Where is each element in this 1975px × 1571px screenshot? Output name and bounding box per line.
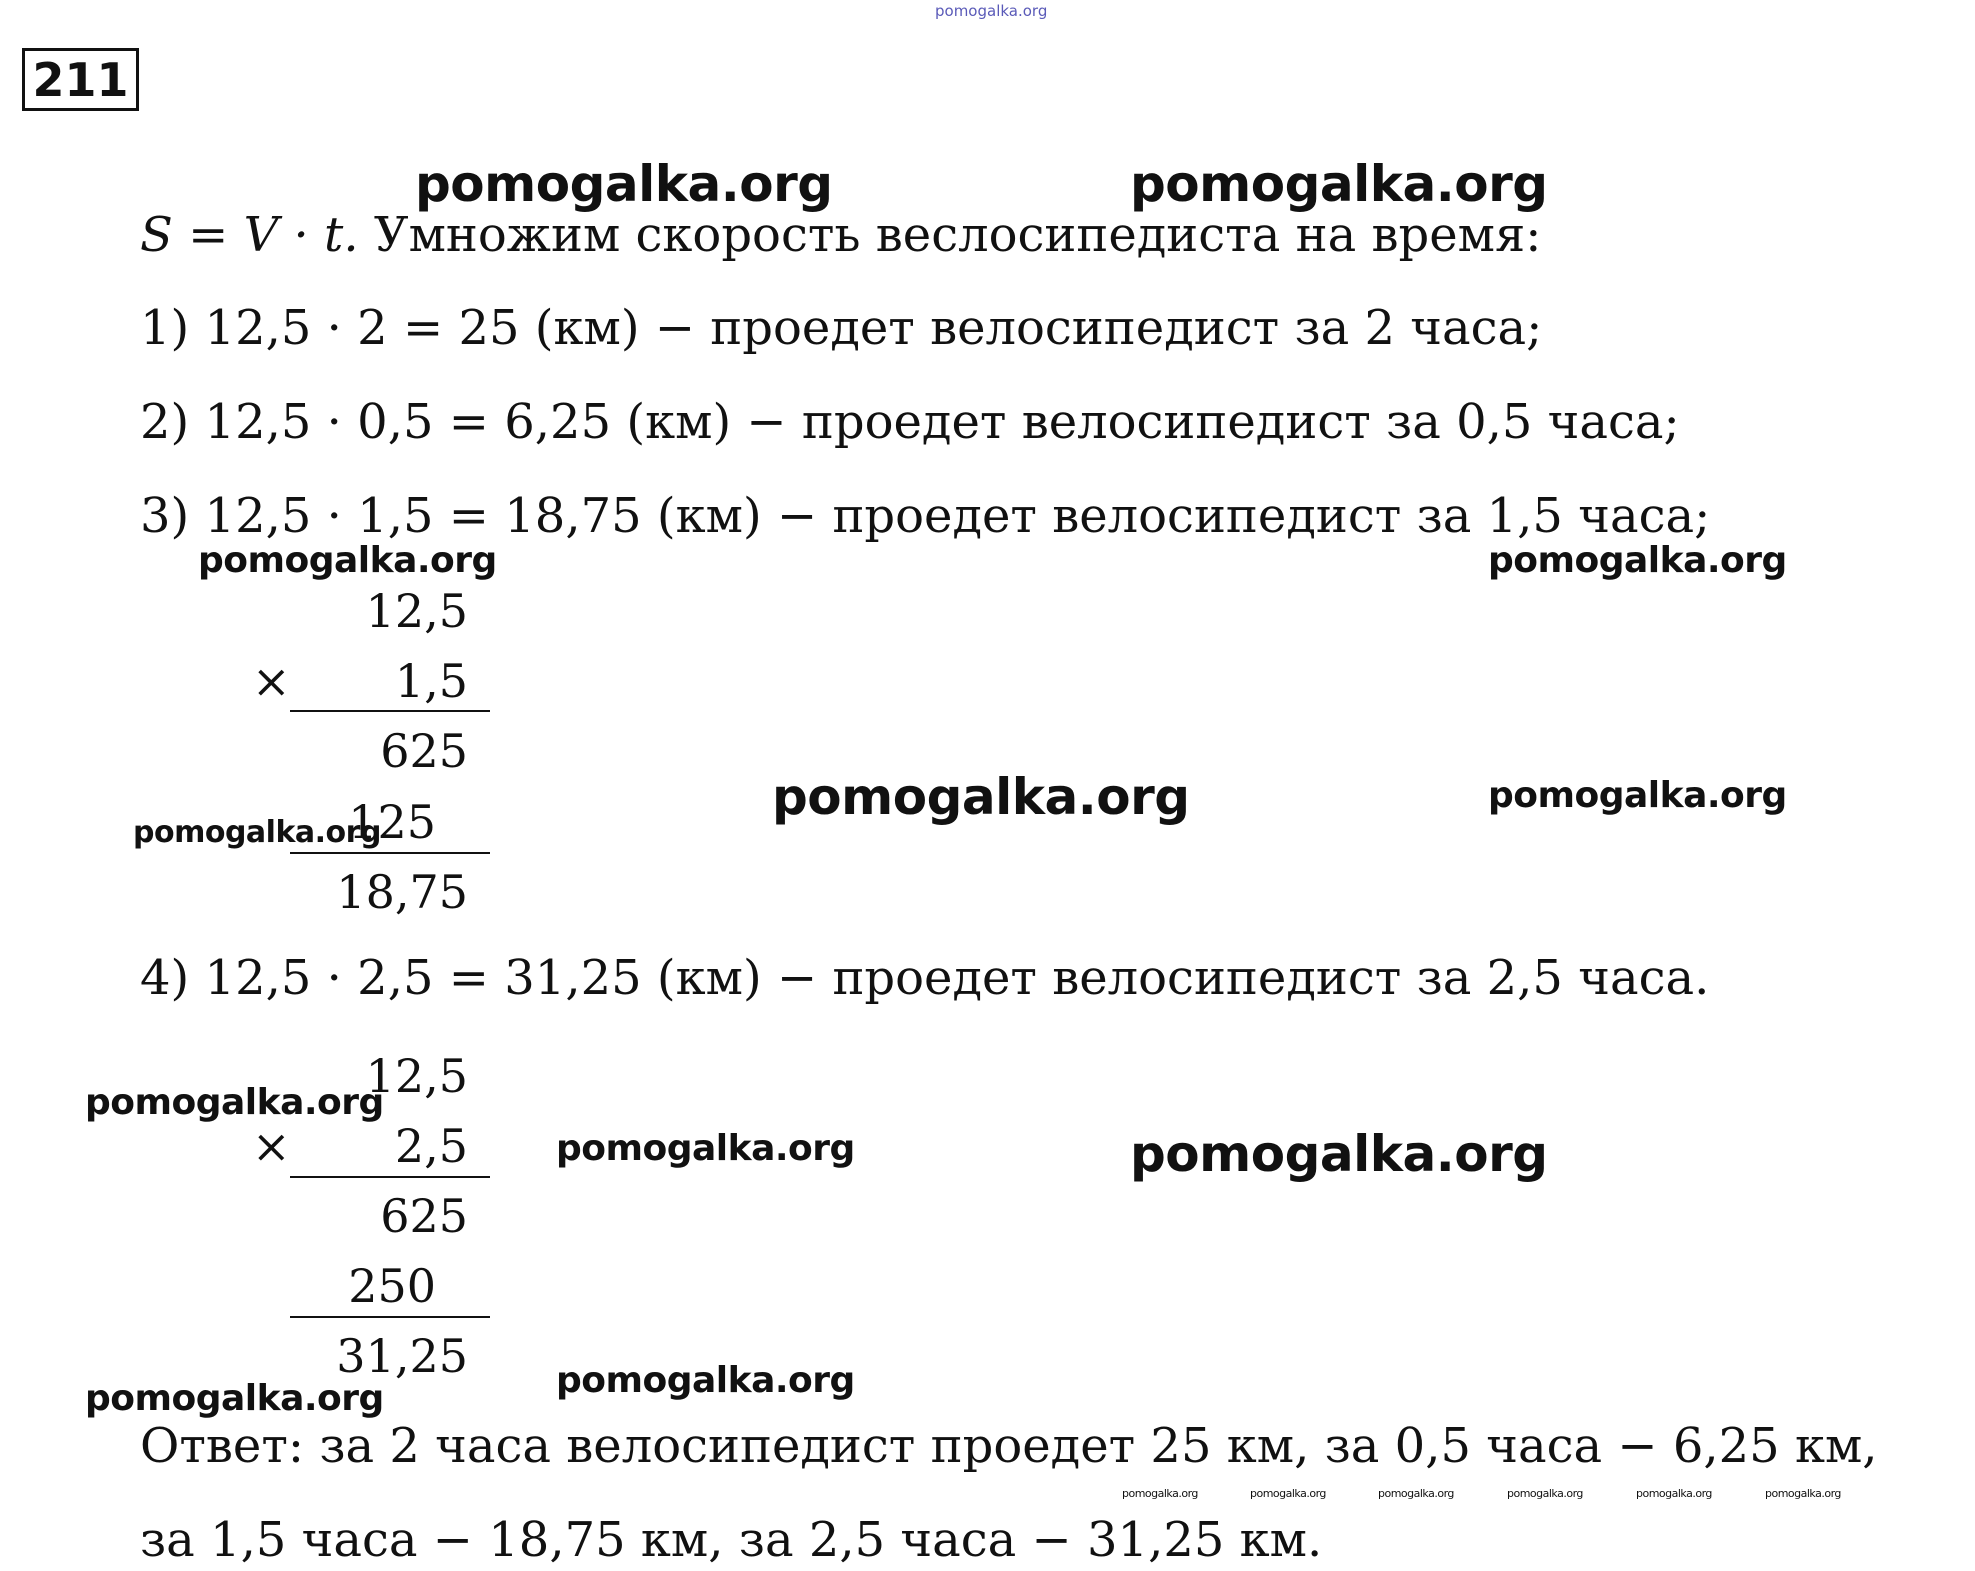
watermark: pomogalka.org — [1130, 155, 1548, 213]
watermark: pomogalka.org — [1130, 1125, 1548, 1183]
watermark: pomogalka.org — [556, 1360, 855, 1401]
calc1-partial-2: 125 — [348, 795, 436, 849]
step-4: 4) 12,5 · 2,5 = 31,25 (км) − проедет велосипедист за 2,5 часа. — [140, 950, 1710, 1006]
step-2: 2) 12,5 · 0,5 = 6,25 (км) − проедет велосипедист за 0,5 часа; — [140, 394, 1680, 450]
watermark: pomogalka.org — [556, 1128, 855, 1169]
multiply-sign: × — [252, 1119, 291, 1173]
watermark: pomogalka.org — [415, 155, 833, 213]
watermark: pomogalka.org — [772, 768, 1190, 826]
watermark: pomogalka.org — [1765, 1487, 1841, 1500]
watermark: pomogalka.org — [1378, 1487, 1454, 1500]
step-1: 1) 12,5 · 2 = 25 (км) − проедет велосипедист за 2 часа; — [140, 300, 1543, 356]
answer-line-2: за 1,5 часа − 18,75 км, за 2,5 часа − 31,25 км. — [140, 1512, 1323, 1568]
watermark: pomogalka.org — [133, 815, 381, 850]
watermark: pomogalka.org — [1122, 1487, 1198, 1500]
calc2-result: 31,25 — [336, 1329, 468, 1383]
calc1-rule-1 — [290, 710, 490, 712]
calc2-partial-1: 625 — [380, 1189, 468, 1243]
multiply-sign: × — [252, 654, 291, 708]
calc1-result: 18,75 — [336, 865, 468, 919]
calc2-multiplier: 2,5 — [394, 1119, 468, 1173]
formula-text: Умножим скорость веслосипедиста на время: — [373, 207, 1542, 263]
calc2-multiplicand: 12,5 — [365, 1049, 468, 1103]
watermark: pomogalka.org — [198, 540, 497, 581]
problem-number: 211 — [22, 48, 139, 111]
watermark: pomogalka.org — [1488, 540, 1787, 581]
calc1-rule-2 — [290, 852, 490, 854]
formula-line — [140, 205, 1541, 265]
watermark: pomogalka.org — [1507, 1487, 1583, 1500]
calc1-partial-1: 625 — [380, 724, 468, 778]
formula: S = V · t. — [140, 207, 359, 263]
step-3: 3) 12,5 · 1,5 = 18,75 (км) − проедет велосипедист за 1,5 часа; — [140, 488, 1711, 544]
answer-line-1: Ответ: за 2 часа велосипедист проедет 25 км, за 0,5 часа − 6,25 км, — [140, 1418, 1878, 1474]
watermark: pomogalka.org — [1488, 775, 1787, 816]
calc2-rule-1 — [290, 1176, 490, 1178]
watermark-top: pomogalka.org — [935, 2, 1048, 20]
watermark: pomogalka.org — [85, 1082, 384, 1123]
watermark: pomogalka.org — [1250, 1487, 1326, 1500]
watermark: pomogalka.org — [1636, 1487, 1712, 1500]
calc1-multiplicand: 12,5 — [365, 584, 468, 638]
calc2-rule-2 — [290, 1316, 490, 1318]
calc1-multiplier: 1,5 — [394, 654, 468, 708]
watermark: pomogalka.org — [85, 1378, 384, 1419]
calc2-partial-2: 250 — [348, 1259, 436, 1313]
